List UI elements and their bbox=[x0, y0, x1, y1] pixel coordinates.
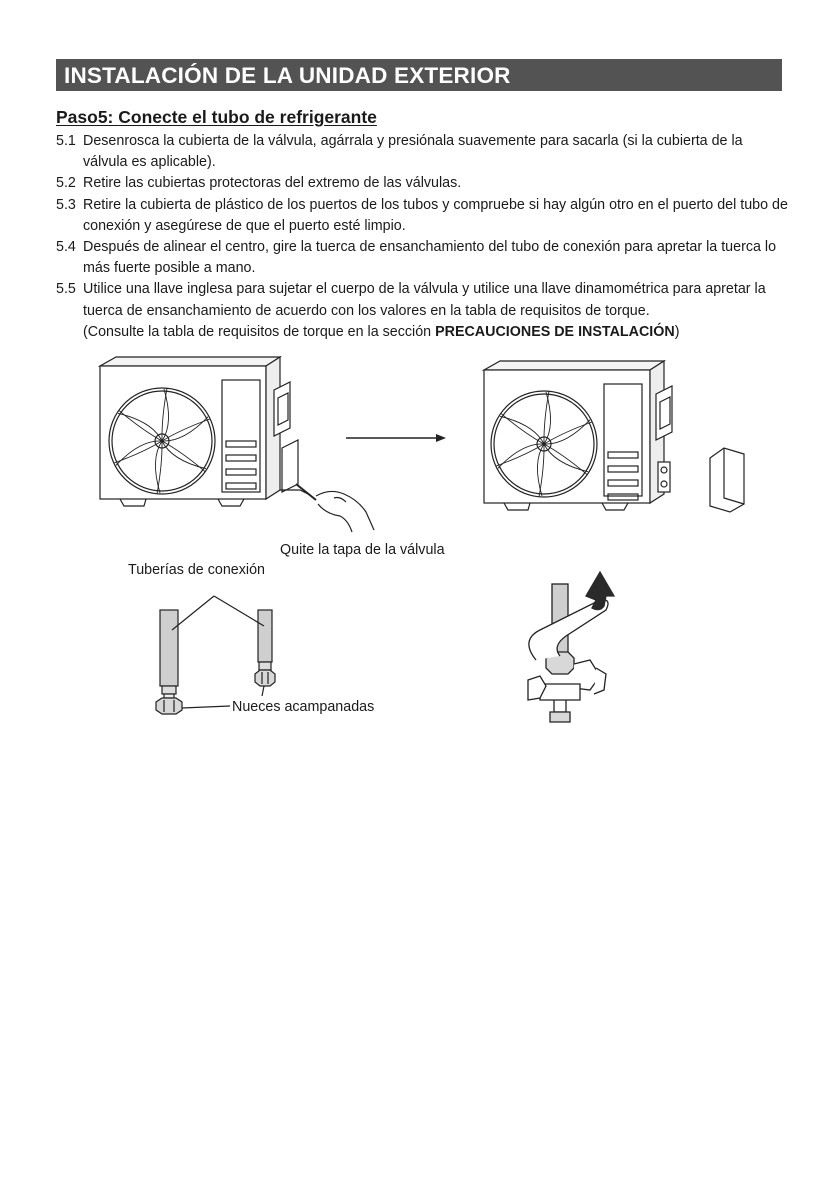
connection-pipes-caption: Tuberías de conexión bbox=[128, 562, 265, 578]
step-text: Utilice una llave inglesa para sujetar el cuerpo de la válvula y utilice una llave dinamométrica para apretar la tuerca de ensanchamiento de acuerdo con los valores en la tabla de requisitos de torque. bbox=[83, 281, 766, 319]
outdoor-unit-after-illustration bbox=[475, 361, 744, 512]
flare-nuts-caption: Nueces acampanadas bbox=[232, 699, 375, 715]
note-bold-reference: PRECAUCIONES DE INSTALACIÓN bbox=[435, 323, 675, 340]
remove-cap-caption: Quite la tapa de la válvula bbox=[280, 542, 445, 558]
step-title: Paso5: Conecte el tubo de refrigerante bbox=[56, 107, 377, 127]
note-suffix: ) bbox=[674, 323, 680, 340]
step-text: Retire las cubiertas protectoras del extremo de las válvulas. bbox=[83, 175, 462, 192]
wrench-tightening-illustration bbox=[528, 572, 614, 722]
outdoor-unit-before-illustration bbox=[93, 357, 374, 532]
connection-pipes-illustration bbox=[156, 596, 275, 714]
step-number: 5.3 bbox=[56, 196, 76, 213]
step-number: 5.1 bbox=[56, 133, 76, 149]
note-prefix: (Consulte la tabla de requisitos de torque en la sección bbox=[83, 323, 436, 340]
step-number: 5.4 bbox=[56, 239, 76, 256]
arrow-right-icon bbox=[346, 434, 446, 442]
section-title: INSTALACIÓN DE LA UNIDAD EXTERIOR bbox=[64, 63, 511, 88]
step-number: 5.2 bbox=[56, 175, 76, 192]
step-number: 5.5 bbox=[56, 281, 76, 298]
step-text: Después de alinear el centro, gire la tuerca de ensanchamiento del tubo de conexión para apretar la tuerca lo más fuerte posible a mano. bbox=[83, 239, 777, 277]
step-text: Retire la cubierta de plástico de los puertos de los tubos y compruebe si hay algún otro en el puerto del tubo de conexión y asegúrese de que el puerto esté limpio. bbox=[83, 196, 788, 234]
step-text: Desenrosca la cubierta de la válvula, agárrala y presiónala suavemente para sacarla (si la cubierta de la válvula es aplicable). bbox=[83, 133, 743, 171]
